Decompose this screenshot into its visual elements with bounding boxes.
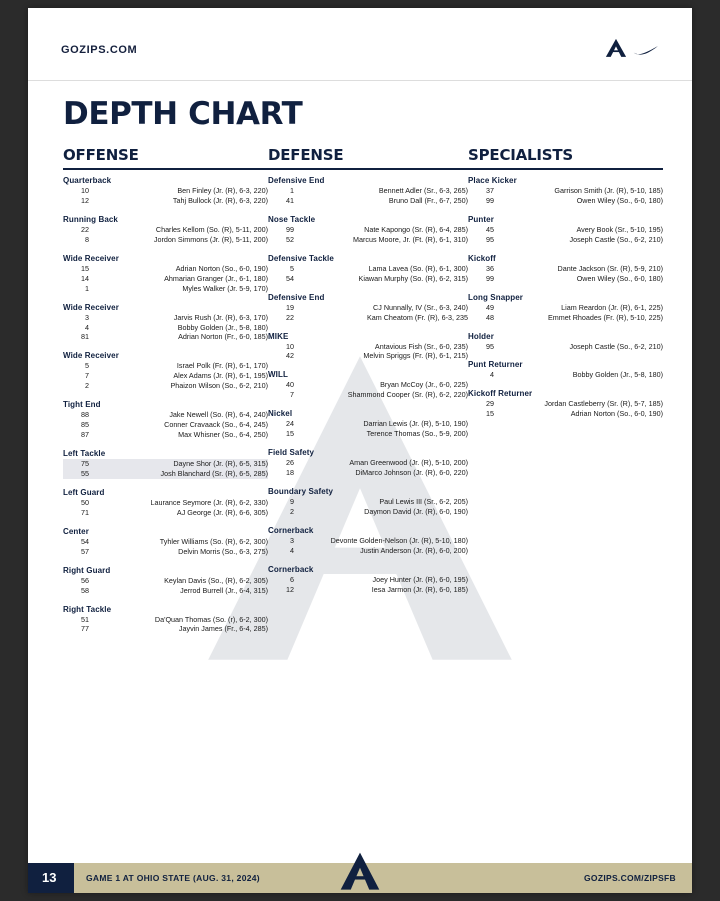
position-group xyxy=(63,605,268,635)
player-number: 71 xyxy=(81,507,89,517)
player-number: 7 xyxy=(290,390,294,400)
player-number: 26 xyxy=(286,458,294,468)
player-row xyxy=(63,225,268,235)
player-row xyxy=(63,615,268,625)
player-number: 22 xyxy=(286,312,294,322)
player-row xyxy=(268,468,468,478)
player-number: 87 xyxy=(81,430,89,440)
player-number: 15 xyxy=(286,429,294,439)
player-number: 12 xyxy=(81,195,89,205)
page-footer xyxy=(28,851,692,893)
player-row xyxy=(63,371,268,381)
player-row xyxy=(63,537,268,547)
player-name: Lama Lavea (So. (R), 6-1, 300) xyxy=(368,263,468,273)
position-title: WILL xyxy=(268,370,288,380)
player-name: Garrison Smith (Jr. (R), 5-10, 185) xyxy=(554,186,663,195)
player-row xyxy=(268,390,468,400)
akron-a-logo xyxy=(605,38,627,58)
player-number: 12 xyxy=(286,584,294,594)
player-number: 4 xyxy=(85,322,89,332)
position-title: Defensive End xyxy=(268,292,325,302)
position-title: Cornerback xyxy=(268,525,314,535)
player-name: Dante Jackson (Sr. (R), 5-9, 210) xyxy=(557,263,663,273)
position-title: Holder xyxy=(468,331,494,341)
player-number: 6 xyxy=(290,574,294,584)
player-number: 42 xyxy=(286,351,294,361)
position-group xyxy=(63,400,268,440)
player-name: Keylan Davis (So., (R), 6-2, 305) xyxy=(164,575,268,585)
player-name: Da'Quan Thomas (So. (r), 6-2, 300) xyxy=(154,614,268,624)
player-row xyxy=(63,586,268,596)
position-group xyxy=(268,332,468,362)
position-group xyxy=(468,176,663,206)
position-group xyxy=(63,254,268,294)
player-number: 85 xyxy=(81,420,89,430)
player-name: Delvin Morris (So., 6-3, 275) xyxy=(178,546,268,556)
player-row xyxy=(63,498,268,508)
page-title: DEPTH CHART xyxy=(63,96,303,132)
player-row xyxy=(468,196,663,206)
player-number: 19 xyxy=(286,302,294,312)
player-name: Adrian Norton (So., 6-0, 190) xyxy=(570,409,663,419)
player-name: Iesa Jarmon (Jr. (R), 6-0, 185) xyxy=(371,584,468,594)
player-row xyxy=(468,225,663,235)
player-row xyxy=(63,547,268,557)
player-number: 99 xyxy=(486,195,494,205)
footer-akron-a-logo xyxy=(339,851,381,891)
page-header xyxy=(28,8,692,81)
player-name: Joseph Castle (So., 6-2, 210) xyxy=(569,341,663,351)
player-number: 54 xyxy=(81,536,89,546)
player-number: 56 xyxy=(81,575,89,585)
player-name: Terence Thomas (So., 5-9, 200) xyxy=(366,429,468,439)
player-number: 51 xyxy=(81,614,89,624)
player-name: AJ George (Jr. (R), 6-6, 305) xyxy=(176,507,268,517)
player-number: 8 xyxy=(85,234,89,244)
position-title: Left Tackle xyxy=(63,449,106,458)
player-name: CJ Nunnally, IV (Sr., 6-3, 240) xyxy=(373,302,468,312)
nike-swoosh-icon xyxy=(633,42,659,54)
position-title: Running Back xyxy=(63,214,118,224)
player-row xyxy=(268,196,468,206)
player-name: Owen Wiley (So., 6-0, 180) xyxy=(576,195,663,205)
position-group xyxy=(268,487,468,517)
player-row xyxy=(268,546,468,556)
position-group xyxy=(63,303,268,343)
player-name: Jerrod Burrell (Jr., 6-4, 315) xyxy=(180,585,268,595)
player-row xyxy=(63,624,268,634)
player-row xyxy=(268,313,468,323)
player-row xyxy=(63,323,268,333)
player-name: Justin Anderson (Jr. (R), 6-0, 200) xyxy=(360,545,468,555)
position-group xyxy=(268,565,468,595)
column-heading-specialists: SPECIALISTS xyxy=(468,146,663,170)
player-name: Charles Kellom (So. (R), 5-11, 200) xyxy=(155,224,268,234)
player-number: 29 xyxy=(486,399,494,409)
player-name: Nate Kapongo (Sr. (R), 6-4, 285) xyxy=(364,224,468,234)
player-number: 77 xyxy=(81,624,89,634)
player-row xyxy=(63,430,268,440)
player-row xyxy=(63,274,268,284)
player-name: Kiawan Murphy (So. (R), 6-2, 315) xyxy=(358,273,468,283)
column-offense xyxy=(63,146,268,643)
player-name: Conner Cravaack (So., 6-4, 245) xyxy=(164,420,268,430)
player-number: 99 xyxy=(486,273,494,283)
player-number: 5 xyxy=(290,263,294,273)
player-number: 3 xyxy=(290,535,294,545)
depth-chart-columns xyxy=(63,146,663,643)
player-number: 57 xyxy=(81,546,89,556)
player-row xyxy=(468,186,663,196)
player-row xyxy=(63,410,268,420)
player-row xyxy=(63,576,268,586)
player-row xyxy=(468,274,663,284)
player-name: Marcus Moore, Jr. (Ft. (R), 6-1, 310) xyxy=(352,234,468,244)
player-number: 1 xyxy=(85,283,89,293)
player-number: 45 xyxy=(486,224,494,234)
player-name: Jordon Simmons (Jr. (R), 5-11, 200) xyxy=(153,234,268,244)
player-name: Owen Wiley (So., 6-0, 180) xyxy=(576,273,663,283)
player-name: Israel Polk (Fr. (R), 6-1, 170) xyxy=(176,361,268,371)
player-row xyxy=(63,508,268,518)
player-number: 2 xyxy=(290,506,294,516)
player-number: 75 xyxy=(81,459,89,468)
player-number: 5 xyxy=(85,361,89,371)
player-number: 14 xyxy=(81,273,89,283)
position-title: Wide Receiver xyxy=(63,351,119,361)
player-name: Josh Blanchard (Sr. (R), 6-5, 285) xyxy=(160,468,268,478)
position-group xyxy=(468,360,663,380)
player-number: 54 xyxy=(286,273,294,283)
position-title: Place Kicker xyxy=(468,176,517,185)
position-title: Defensive Tackle xyxy=(268,253,334,263)
player-row xyxy=(63,332,268,342)
player-name: Bruno Dall (Fr., 6-7, 250) xyxy=(388,195,468,205)
position-title: Field Safety xyxy=(268,448,315,458)
player-number: 99 xyxy=(286,224,294,234)
player-number: 95 xyxy=(486,341,494,351)
player-row xyxy=(468,313,663,323)
player-name: Tyhler Williams (So. (R), 6-2, 300) xyxy=(159,536,268,546)
player-name: Tahj Bullock (Jr. (R), 6-3, 220) xyxy=(172,195,268,205)
player-name: Aman Greenwood (Jr. (R), 5-10, 200) xyxy=(349,458,468,468)
position-group xyxy=(63,351,268,391)
position-title: Kickoff Returner xyxy=(468,389,533,399)
player-row xyxy=(268,303,468,313)
position-title: MIKE xyxy=(268,331,289,341)
position-group xyxy=(63,566,268,596)
footer-game-label: GAME 1 AT OHIO STATE (AUG. 31, 2024) xyxy=(86,873,260,883)
player-name: Bennett Adler (Sr., 6-3, 265) xyxy=(378,186,468,195)
player-name: Alex Adams (Jr. (R), 6-1, 195) xyxy=(173,371,268,381)
player-number: 4 xyxy=(290,545,294,555)
position-group xyxy=(268,526,468,556)
player-name: Kam Cheatom (Fr. (R), 6-3, 235 xyxy=(366,312,468,322)
player-name: Laurance Seymore (Jr. (R), 6-2, 330) xyxy=(150,497,268,507)
player-name: Joey Hunter (Jr. (R), 6-0, 195) xyxy=(372,574,468,584)
position-group xyxy=(268,176,468,206)
player-number: 24 xyxy=(286,419,294,429)
player-row xyxy=(63,284,268,294)
player-name: Shammond Cooper (Sr. (R), 6-2, 220) xyxy=(347,390,468,400)
player-row xyxy=(468,264,663,274)
position-group xyxy=(63,215,268,245)
position-group xyxy=(63,176,268,206)
position-title: Cornerback xyxy=(268,564,314,574)
player-name: Phaizon Wilson (So., 6-2, 210) xyxy=(170,381,268,391)
player-row xyxy=(268,235,468,245)
player-number: 10 xyxy=(81,186,89,195)
position-title: Right Guard xyxy=(63,565,111,575)
player-row xyxy=(63,459,268,469)
player-row xyxy=(63,196,268,206)
position-group xyxy=(468,332,663,352)
page-number: 13 xyxy=(42,870,57,885)
player-name: Max Whisner (So., 6-4, 250) xyxy=(178,430,268,440)
position-group xyxy=(268,409,468,439)
position-group xyxy=(63,488,268,518)
player-row xyxy=(268,507,468,517)
player-row xyxy=(63,420,268,430)
player-row xyxy=(63,469,268,479)
player-name: Myles Walker (Jr. 5-9, 170) xyxy=(182,283,268,293)
player-name: Devonte Golden-Nelson (Jr. (R), 5-10, 180) xyxy=(330,535,468,545)
position-title: Center xyxy=(63,526,89,536)
position-group xyxy=(468,254,663,284)
player-number: 3 xyxy=(85,312,89,322)
player-name: Paul Lewis III (Sr., 6-2, 205) xyxy=(379,497,468,506)
player-number: 40 xyxy=(286,380,294,390)
player-name: Dayne Shor (Jr. (R), 6-5, 315) xyxy=(173,459,268,468)
position-title: Defensive End xyxy=(268,176,325,185)
position-title: Quarterback xyxy=(63,176,112,185)
player-name: Jayvin James (Fr., 6-4, 285) xyxy=(178,624,268,634)
player-number: 36 xyxy=(486,263,494,273)
player-number: 9 xyxy=(290,497,294,506)
footer-url-label: GOZIPS.COM/ZIPSFB xyxy=(584,873,676,883)
player-number: 2 xyxy=(85,381,89,391)
position-group xyxy=(268,293,468,323)
player-number: 41 xyxy=(286,195,294,205)
player-number: 37 xyxy=(486,186,494,195)
player-row xyxy=(468,370,663,380)
player-row xyxy=(268,342,468,352)
player-row xyxy=(468,399,663,409)
player-row xyxy=(268,536,468,546)
player-row xyxy=(268,186,468,196)
player-name: Adrian Norton (Fr., 6-0, 185) xyxy=(178,332,268,342)
player-row xyxy=(468,235,663,245)
player-name: Jordan Castleberry (Sr. (R), 5-7, 185) xyxy=(544,399,663,409)
player-number: 7 xyxy=(85,371,89,381)
position-group xyxy=(268,254,468,284)
player-row xyxy=(468,303,663,313)
player-name: Jake Newell (So. (R), 6-4, 240) xyxy=(169,410,268,420)
player-number: 18 xyxy=(286,468,294,478)
player-row xyxy=(63,186,268,196)
player-name: Liam Reardon (Jr. (R), 6-1, 225) xyxy=(561,302,663,312)
position-title: Nose Tackle xyxy=(268,214,316,224)
player-row xyxy=(268,225,468,235)
column-specialists xyxy=(468,146,663,643)
position-group xyxy=(268,448,468,478)
player-number: 48 xyxy=(486,312,494,322)
player-name: Bobby Golden (Jr., 5-8, 180) xyxy=(177,322,268,332)
player-row xyxy=(468,342,663,352)
player-number: 88 xyxy=(81,410,89,420)
player-row xyxy=(268,380,468,390)
player-row xyxy=(268,274,468,284)
position-title: Tight End xyxy=(63,400,101,410)
player-row xyxy=(63,264,268,274)
player-name: Melvin Spriggs (Fr. (R), 6-1, 215) xyxy=(363,351,468,361)
player-row xyxy=(63,381,268,391)
player-name: Adrian Norton (So., 6-0, 190) xyxy=(175,263,268,273)
player-name: DiMarco Johnson (Jr. (R), 6-0, 220) xyxy=(355,468,468,478)
player-name: Bryan McCoy (Jr., 6-0, 225) xyxy=(380,380,468,390)
player-name: Joseph Castle (So., 6-2, 210) xyxy=(569,234,663,244)
player-name: Darrian Lewis (Jr. (R), 5-10, 190) xyxy=(363,419,468,429)
player-number: 1 xyxy=(290,186,294,195)
position-title: Wide Receiver xyxy=(63,253,119,263)
position-group xyxy=(468,389,663,419)
player-number: 58 xyxy=(81,585,89,595)
position-group xyxy=(268,370,468,400)
header-logos xyxy=(605,38,659,58)
player-row xyxy=(63,361,268,371)
player-name: Daymon David (Jr. (R), 6-0, 190) xyxy=(364,506,468,516)
player-row xyxy=(268,585,468,595)
column-defense xyxy=(268,146,468,643)
column-heading-offense: OFFENSE xyxy=(63,146,268,170)
position-title: Right Tackle xyxy=(63,604,112,614)
player-row xyxy=(268,497,468,507)
position-title: Boundary Safety xyxy=(268,487,334,496)
player-name: Jarvis Rush (Jr. (R), 6-3, 170) xyxy=(173,312,268,322)
player-row xyxy=(268,575,468,585)
position-group xyxy=(63,449,268,479)
position-title: Wide Receiver xyxy=(63,302,119,312)
position-title: Left Guard xyxy=(63,487,105,497)
position-group xyxy=(468,293,663,323)
player-row xyxy=(63,235,268,245)
player-row xyxy=(268,419,468,429)
player-row xyxy=(268,429,468,439)
player-number: 49 xyxy=(486,302,494,312)
position-title: Kickoff xyxy=(468,253,496,263)
player-number: 52 xyxy=(286,234,294,244)
player-name: Emmet Rhoades (Fr. (R), 5-10, 225) xyxy=(547,312,663,322)
player-row xyxy=(268,458,468,468)
player-number: 10 xyxy=(286,341,294,351)
position-title: Punt Returner xyxy=(468,360,523,370)
player-name: Antavious Fish (Sr., 6-0, 235) xyxy=(374,341,468,351)
player-number: 22 xyxy=(81,224,89,234)
player-number: 50 xyxy=(81,497,89,507)
header-site-label: GOZIPS.COM xyxy=(61,44,138,56)
position-title: Punter xyxy=(468,214,494,224)
player-name: Bobby Golden (Jr., 5-8, 180) xyxy=(572,370,663,380)
player-name: Avery Book (Sr., 5-10, 195) xyxy=(576,224,663,234)
position-group xyxy=(63,527,268,557)
player-number: 15 xyxy=(81,263,89,273)
player-number: 15 xyxy=(486,409,494,419)
player-number: 95 xyxy=(486,234,494,244)
player-number: 4 xyxy=(490,370,494,380)
column-heading-defense: DEFENSE xyxy=(268,146,468,170)
position-group xyxy=(268,215,468,245)
player-number: 55 xyxy=(81,468,89,478)
player-row xyxy=(268,351,468,361)
position-title: Long Snapper xyxy=(468,292,523,302)
player-row xyxy=(63,313,268,323)
position-group xyxy=(468,215,663,245)
player-number: 81 xyxy=(81,332,89,342)
position-title: Nickel xyxy=(268,409,293,419)
player-row xyxy=(268,264,468,274)
player-name: Ahmarian Granger (Jr., 6-1, 180) xyxy=(164,273,268,283)
document-page xyxy=(28,8,692,893)
player-row xyxy=(468,409,663,419)
player-name: Ben Finley (Jr. (R), 6-3, 220) xyxy=(177,186,268,195)
